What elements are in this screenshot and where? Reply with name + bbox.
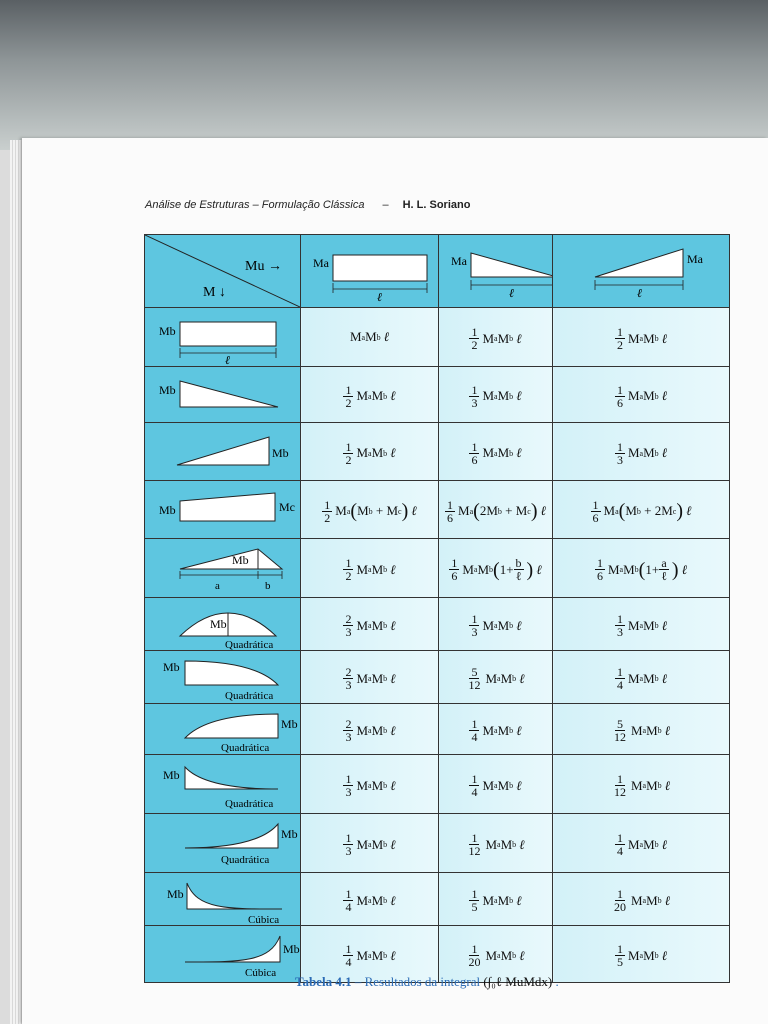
mb-label: Mb (167, 887, 184, 901)
result-cell (553, 308, 730, 367)
result-cell (301, 704, 439, 755)
quadratica-label: Quadrática (225, 639, 274, 650)
mb-label: Mb (159, 324, 176, 338)
caption-end: . (552, 974, 559, 989)
result-cell (439, 755, 553, 814)
corner-cell (145, 235, 301, 308)
formula: 1 3 M a M b ℓ (471, 382, 522, 410)
formula: 1 5 M a M b ℓ (616, 942, 668, 969)
header-separator: – (382, 199, 389, 211)
result-cell (439, 814, 553, 873)
formula: 1 5 M a M b ℓ (471, 887, 522, 914)
formula: 1 2 M a M b ℓ (616, 325, 668, 352)
ma-label: Ma (687, 252, 703, 266)
result-cell (439, 481, 553, 539)
formula: 1 4 M a M b ℓ (471, 717, 522, 744)
formula: 1 2 M a M b ℓ (345, 439, 396, 467)
table-row (145, 481, 730, 539)
row-diagram-concave-parabola-right (145, 814, 301, 873)
a-label: a (215, 580, 220, 592)
formula: 2 3 M a M b ℓ (345, 612, 396, 639)
formula: 1 20 M a M b ℓ (468, 942, 525, 969)
result-cell (301, 539, 439, 598)
result-cell (553, 873, 730, 926)
table-row (145, 423, 730, 481)
mb-label: Mb (163, 660, 180, 674)
formula: 1 6 M a M b ℓ (616, 382, 668, 410)
result-cell (439, 873, 553, 926)
result-cell (301, 598, 439, 651)
result-cell (439, 598, 553, 651)
quadratica-label: Quadrática (221, 854, 270, 866)
formula: 1 12 M a M b ℓ (468, 831, 525, 858)
caption-label: Tabela 4.1 (295, 974, 352, 989)
row-diagram-peak-triangle (145, 539, 301, 598)
result-cell (553, 539, 730, 598)
row-diagram-triangle-right (145, 423, 301, 481)
formula: 2 3 M a M b ℓ (345, 717, 396, 744)
mc-label: Mc (279, 500, 295, 514)
result-cell (301, 481, 439, 539)
book-author: H. L. Soriano (402, 199, 471, 211)
b-label: b (265, 580, 271, 592)
result-cell (301, 423, 439, 481)
row-diagram-cubic-right (145, 926, 301, 983)
table-row (145, 873, 730, 926)
table-row (145, 755, 730, 814)
result-cell (439, 651, 553, 704)
formula: 1 6 M a M b ℓ (471, 439, 522, 467)
formula: 1 2 M a M b ℓ (345, 382, 396, 410)
result-cell (553, 755, 730, 814)
ma-label: Ma (313, 256, 329, 270)
table-row (145, 598, 730, 651)
book-title: Análise de Estruturas – Formulação Clássica (145, 199, 365, 211)
formula: 1 3 M a M b ℓ (616, 439, 668, 467)
mb-label: Mb (283, 942, 300, 956)
ma-label: Ma (451, 254, 467, 268)
table-row (145, 367, 730, 423)
table-row (145, 651, 730, 704)
caption-text: – Resultados da integral (351, 974, 484, 989)
mb-label: Mb (281, 717, 298, 731)
result-cell (301, 755, 439, 814)
result-cell (301, 814, 439, 873)
result-cell (301, 873, 439, 926)
integral-table (144, 234, 730, 983)
row-diagram-parabola-right (145, 704, 301, 755)
row-diagram-parabola-left (145, 651, 301, 704)
col-header-rectangle (301, 235, 439, 308)
formula: 2 3 M a M b ℓ (345, 665, 396, 692)
mb-label: Mb (163, 768, 180, 782)
result-cell (553, 598, 730, 651)
cubica-label: Cúbica (245, 967, 277, 979)
cubica-label: Cúbica (248, 914, 280, 925)
quadratica-label: Quadrática (221, 742, 270, 754)
result-cell (439, 704, 553, 755)
result-cell (301, 367, 439, 423)
caption-formula: (∫₀ℓ MuMdx) (483, 974, 553, 989)
row-diagram-rectangle (145, 308, 301, 367)
formula: 1 2 M a M b ℓ (345, 556, 396, 583)
quadratica-label: Quadrática (225, 690, 274, 702)
result-cell (439, 308, 553, 367)
result-cell (301, 308, 439, 367)
table-header-row (145, 235, 730, 308)
result-cell (301, 651, 439, 704)
mb-label: Mb (159, 503, 176, 517)
formula: 1 4 M a M b ℓ (471, 772, 522, 799)
formula: 5 12 M a M b ℓ (613, 717, 671, 744)
mb-label: Mb (281, 827, 298, 841)
row-diagram-trapezoid (145, 481, 301, 539)
formula: 1 20 M a M b ℓ (613, 887, 671, 914)
running-header (145, 199, 470, 211)
row-diagram-concave-parabola-left (145, 755, 301, 814)
result-cell (553, 423, 730, 481)
mu-arrow-label: Mu → (245, 259, 282, 274)
formula: M a M b ℓ (349, 329, 390, 344)
formula: 1 2 M a M b ℓ (471, 325, 522, 352)
formula: 1 3 M a M b ℓ (616, 612, 668, 639)
formula: 1 4 M a M b ℓ (345, 942, 396, 969)
row-diagram-triangle-left (145, 367, 301, 423)
table-caption (295, 974, 559, 990)
formula: 1 3 M a M b ℓ (345, 831, 396, 858)
result-cell (553, 367, 730, 423)
result-cell (553, 926, 730, 983)
formula: 1 6 M a ( 2M b + M c ) ℓ (447, 497, 546, 525)
formula: 1 4 M a M b ℓ (616, 831, 668, 858)
mb-label: Mb (272, 446, 289, 460)
formula: 1 6 M a ( M b + 2M c ) ℓ (592, 497, 692, 525)
formula: 1 6 M a M b ( 1+ a ℓ ) ℓ (596, 556, 688, 583)
mb-label: Mb (232, 553, 249, 567)
length-label: ℓ (509, 286, 514, 300)
formula: 1 4 M a M b ℓ (345, 887, 396, 914)
formula: 1 12 M a M b ℓ (613, 772, 671, 799)
result-cell (439, 367, 553, 423)
formula: 1 3 M a M b ℓ (471, 612, 522, 639)
mb-label: Mb (210, 617, 227, 631)
row-diagram-parabola-symmetric (145, 598, 301, 651)
scanner-background (0, 0, 768, 150)
result-cell (553, 481, 730, 539)
col-header-triangle-left (439, 235, 553, 308)
result-cell (553, 651, 730, 704)
formula: 1 2 M a ( M b + M c ) ℓ (324, 497, 417, 525)
formula: 5 12 M a M b ℓ (468, 665, 525, 692)
length-label: ℓ (225, 353, 230, 366)
table-row (145, 704, 730, 755)
result-cell (553, 814, 730, 873)
mb-label: Mb (159, 383, 176, 397)
table-row (145, 539, 730, 598)
table-row (145, 814, 730, 873)
length-label: ℓ (637, 286, 642, 300)
formula: 1 4 M a M b ℓ (616, 665, 668, 692)
result-cell (439, 539, 553, 598)
quadratica-label: Quadrática (225, 798, 274, 810)
row-diagram-cubic-left (145, 873, 301, 926)
length-label: ℓ (377, 290, 382, 304)
col-header-triangle-right (553, 235, 730, 308)
formula: 1 3 M a M b ℓ (345, 772, 396, 799)
result-cell (439, 423, 553, 481)
table-row (145, 308, 730, 367)
formula: 1 6 M a M b ( 1+ b ℓ ) ℓ (451, 556, 542, 583)
m-arrow-label: M ↓ (203, 285, 226, 300)
result-cell (553, 704, 730, 755)
